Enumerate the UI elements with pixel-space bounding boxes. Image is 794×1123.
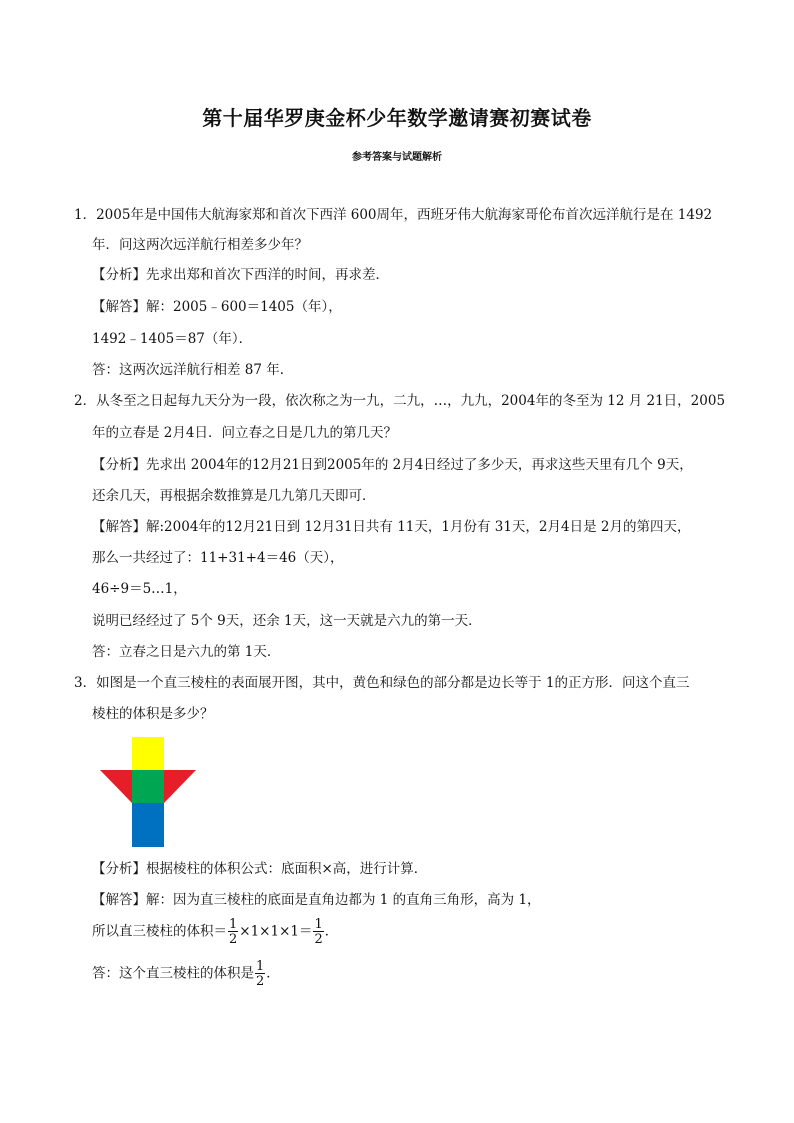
question-1-solution-1: 【解答】解：2005﹣600＝1405（年）， [92,299,342,315]
question-2-solution-2: 那么一共经过了：11+31+4＝46（天）， [92,550,344,566]
question-2-solution-3: 46÷9＝5…1， [92,581,187,597]
fraction-one-half-result [313,918,323,946]
solution-2-suffix: ． [324,923,339,940]
page-title: 第十届华罗庚金杯少年数学邀请赛初赛试卷 [202,106,592,130]
fraction-answer [255,960,265,988]
answer-prefix: 答：这个直三棱柱的体积是 [92,965,254,982]
green-square [132,770,164,803]
fraction-numerator: 1 [314,917,323,932]
question-3-analysis: 【分析】根据棱柱的体积公式：底面积×高，进行计算． [92,861,428,877]
right-red-triangle [164,770,196,803]
question-3-line-2: 棱柱的体积是多少？ [92,706,214,722]
solution-2-mid: ×1×1×1＝ [239,923,313,940]
question-1-solution-2: 1492﹣1405＝87（年）． [92,331,253,347]
left-red-triangle [100,770,132,803]
prism-net-figure [98,737,198,847]
yellow-square [132,737,164,770]
fraction-denominator: 2 [256,974,265,989]
question-1-answer: 答：这两次远洋航行相差 87 年． [92,362,294,378]
fraction-numerator: 1 [256,959,265,974]
question-3-solution-1: 【解答】解：因为直三棱柱的底面是直角边都为 1 的直角三角形，高为 1， [92,892,541,908]
question-2-solution-4: 说明已经经过了 5个 9天，还余 1天，这一天就是六九的第一天． [92,613,482,629]
fraction-one-half [228,918,238,946]
fraction-denominator: 2 [314,932,323,947]
question-3-line-1: 3．如图是一个直三棱柱的表面展开图，其中，黄色和绿色的部分都是边长等于 1的正方形．问这个直三 [74,675,690,691]
question-1-analysis: 【分析】先求出郑和首次下西洋的时间，再求差． [92,267,389,283]
question-3-answer [92,960,280,988]
solution-2-prefix: 所以直三棱柱的体积＝ [92,923,227,940]
question-2-solution-1: 【解答】解:2004年的12月21日到 12月31日共有 11天，1月份有 31天，2月4日是 2月的第四天， [92,519,691,535]
question-1-line-1: 1．2005年是中国伟大航海家郑和首次下西洋 600周年，西班牙伟大航海家哥伦布首次远洋航行是在 1492 [74,207,713,223]
fraction-numerator: 1 [229,917,238,932]
fraction-denominator: 2 [229,932,238,947]
blue-rectangle [132,803,164,847]
question-1-line-2: 年．问这两次远洋航行相差多少年？ [92,237,308,253]
page-subtitle: 参考答案与试题解析 [352,152,442,163]
question-2-line-1: 2．从冬至之日起每九天分为一段，依次称之为一九，二九，…，九九，2004年的冬至为 12 月 21日，2005 [74,393,726,409]
question-3-solution-2 [92,918,338,946]
question-2-analysis-2: 还余几天，再根据余数推算是几九第几天即可． [92,488,376,504]
answer-suffix: ． [266,965,280,982]
question-2-line-2: 年的立春是 2月4日．问立春之日是几九的第几天？ [92,425,397,441]
question-2-analysis-1: 【分析】先求出 2004年的12月21日到2005年的 2月4日经过了多少天，再求这些天里有几个 9天， [92,457,693,473]
question-2-answer: 答：立春之日是六九的第 1天． [92,644,281,660]
